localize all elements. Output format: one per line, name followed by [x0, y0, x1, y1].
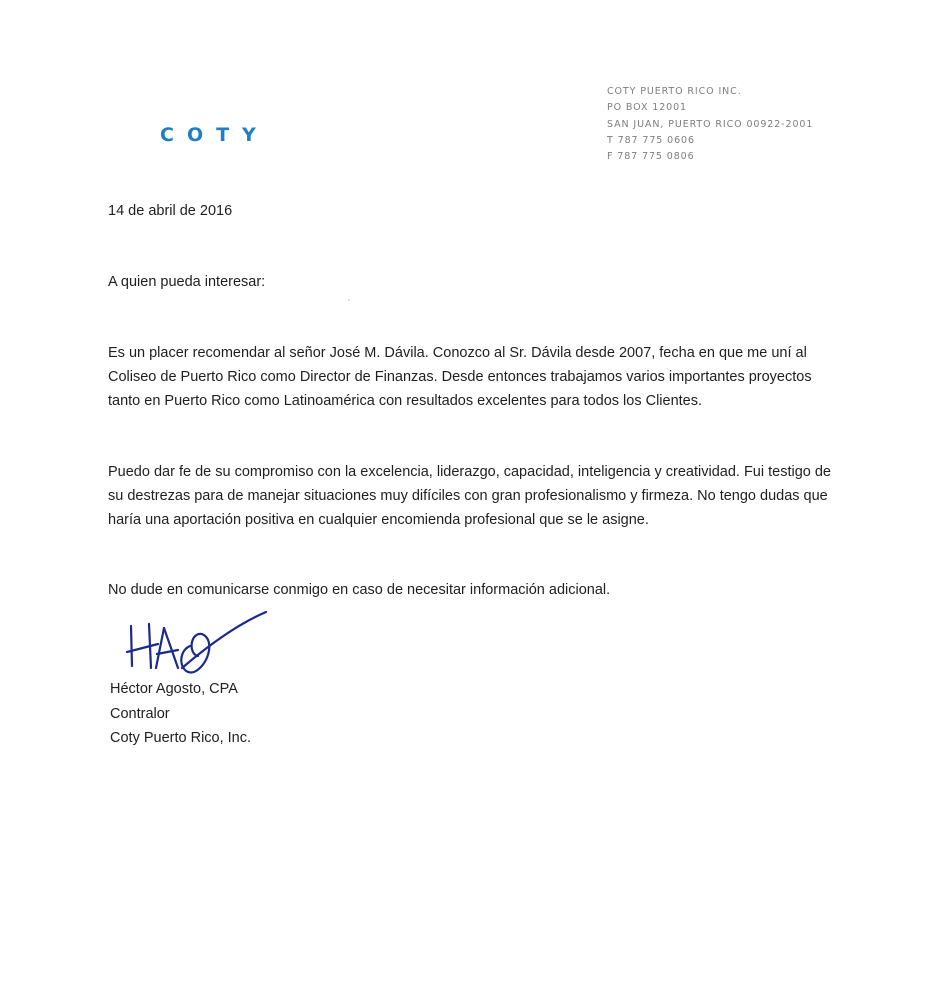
letter-closing: No dude en comunicarse conmigo en caso de necesitar información adicional.: [108, 582, 611, 598]
letterhead-address: [607, 84, 897, 165]
signatory-name: Héctor Agosto, CPA: [110, 681, 238, 697]
letter-paragraph-1: Es un placer recomendar al señor José M. Dávila. Conozco al Sr. Dávila desde 2007, fecha en que me uní al Coliseo de Puerto Rico como Director de Finanzas. Desde entonces trabajamos varios importantes proyectos tanto en Puerto Rico como Latinoamérica con resultados excelentes para todos los Clientes.: [108, 345, 812, 409]
scan-speck: [348, 299, 350, 301]
signatory-title: Contralor: [110, 705, 170, 722]
letter-paragraph-2: Puedo dar fe de su compromiso con la excelencia, liderazgo, capacidad, inteligencia y creatividad. Fui testigo de su destrezas para de manejar situaciones muy difíciles con gran profesionalismo y firmeza. No tengo dudas que haría una aportación positiva en cualquier encomienda profesional que se le asigne.: [108, 464, 831, 528]
handwritten-signature: [118, 604, 268, 684]
signatory-company: Coty Puerto Rico, Inc.: [110, 730, 252, 746]
letter-date: 14 de abril de 2016: [108, 203, 233, 219]
address-po-box: PO BOX 12001: [607, 102, 687, 114]
company-logo: COTY: [160, 124, 269, 146]
address-company: COTY PUERTO RICO INC.: [607, 86, 742, 97]
letter-salutation: A quien pueda interesar:: [108, 274, 266, 290]
signature-block: [110, 677, 251, 751]
address-phone: T 787 775 0606: [607, 134, 695, 146]
address-city: SAN JUAN, PUERTO RICO 00922-2001: [607, 118, 814, 130]
address-fax: F 787 775 0806: [607, 151, 695, 163]
